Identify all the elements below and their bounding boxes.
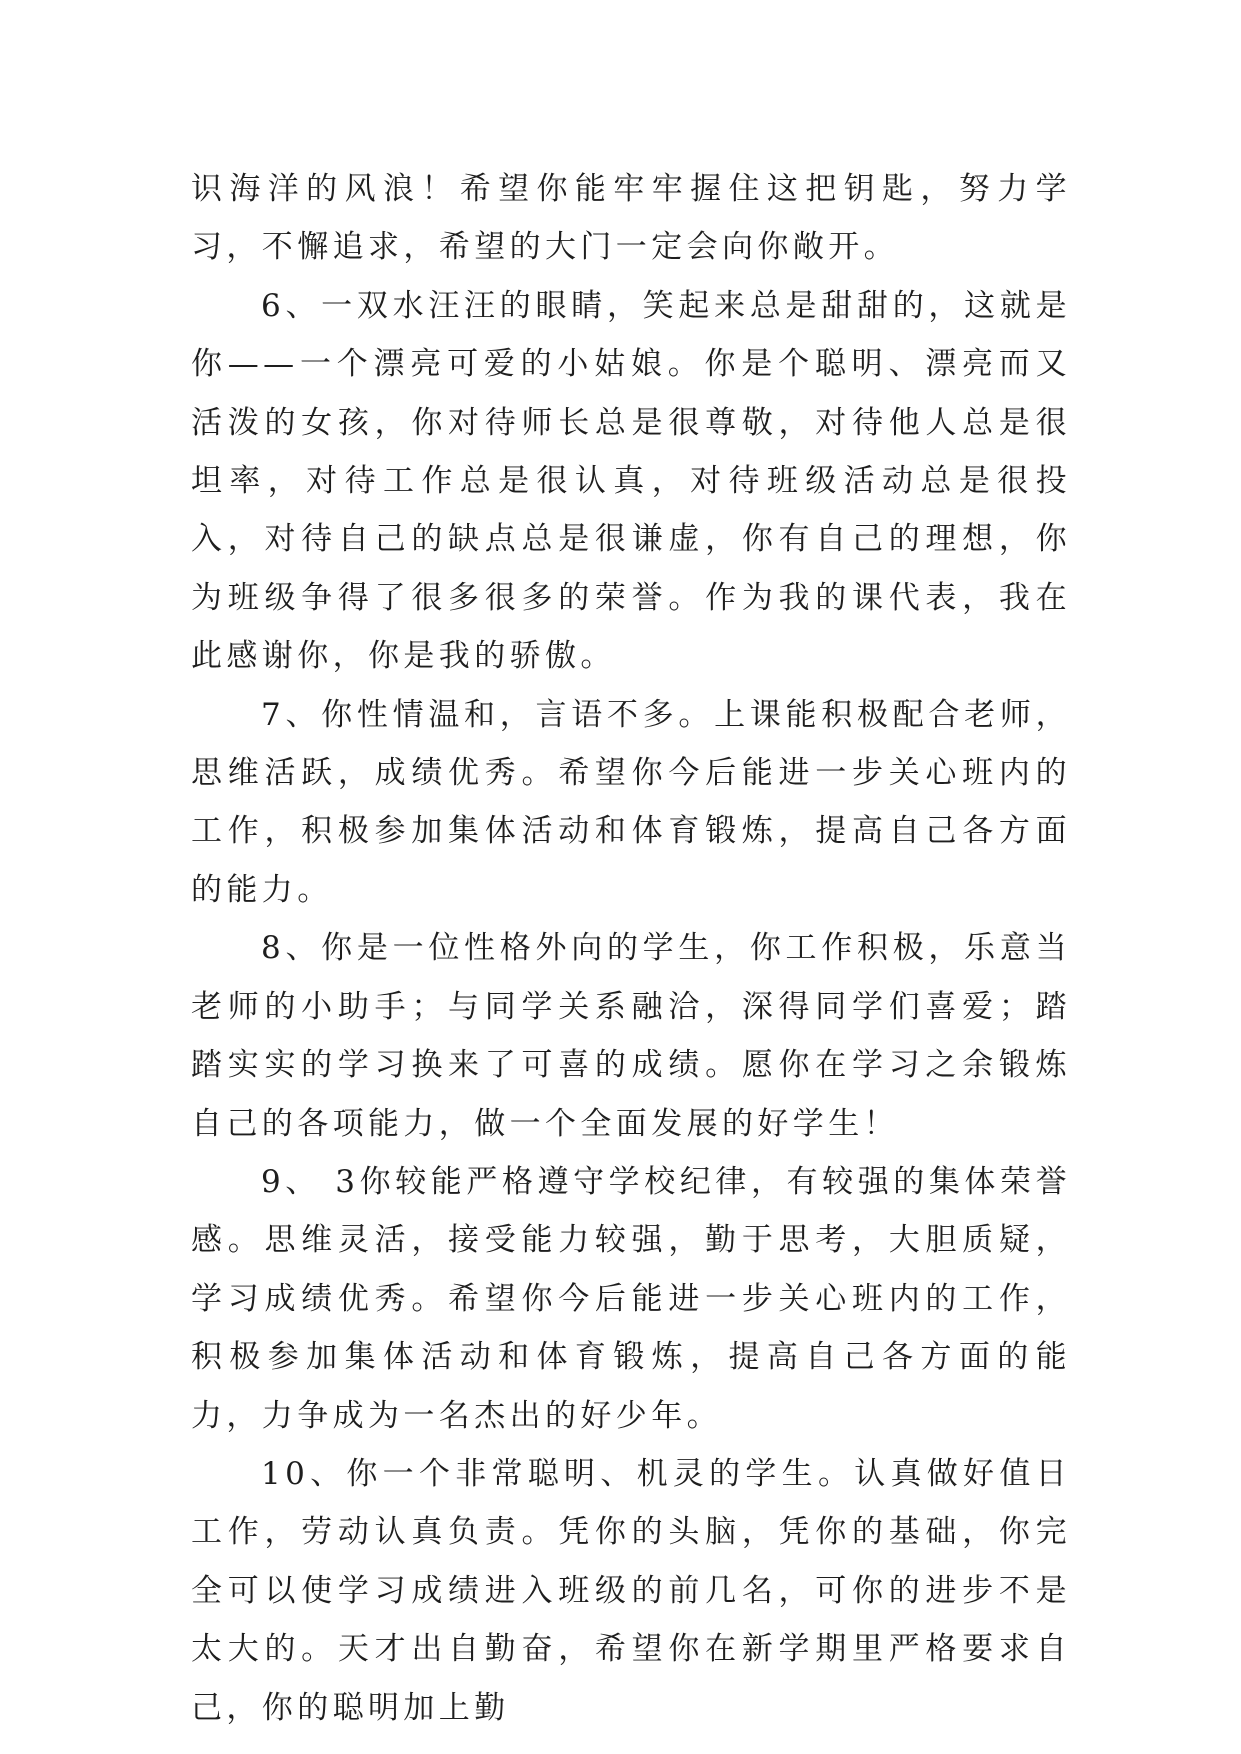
document-body	[191, 160, 1071, 1737]
paragraph-comment-6: 6、一双水汪汪的眼睛，笑起来总是甜甜的，这就是你——一个漂亮可爱的小姑娘。你是个聪明、漂亮而又活泼的女孩，你对待师长总是很尊敬，对待他人总是很坦率，对待工作总是很认真，对待班级活动总是很投入，对待自己的缺点总是很谦虚，你有自己的理想，你为班级争得了很多很多的荣誉。作为我的课代表，我在此感谢你，你是我的骄傲。	[191, 287, 1071, 675]
paragraph-continuation: 识海洋的风浪！希望你能牢牢握住这把钥匙，努力学习，不懈追求，希望的大门一定会向你敞开。	[191, 171, 1071, 266]
paragraph-comment-7: 7、你性情温和，言语不多。上课能积极配合老师，思维活跃，成绩优秀。希望你今后能进一步关心班内的工作，积极参加集体活动和体育锻炼，提高自己各方面的能力。	[191, 696, 1071, 908]
paragraph-comment-9: 9、 3你较能严格遵守学校纪律，有较强的集体荣誉感。思维灵活，接受能力较强，勤于思考，大胆质疑，学习成绩优秀。希望你今后能进一步关心班内的工作，积极参加集体活动和体育锻炼，提高自己各方面的能力，力争成为一名杰出的好少年。	[191, 1163, 1071, 1434]
paragraph-comment-8: 8、你是一位性格外向的学生，你工作积极，乐意当老师的小助手；与同学关系融洽，深得同学们喜爱；踏踏实实的学习换来了可喜的成绩。愿你在学习之余锻炼自己的各项能力，做一个全面发展的好学生！	[191, 930, 1071, 1142]
paragraph-comment-10: 10、你一个非常聪明、机灵的学生。认真做好值日工作，劳动认真负责。凭你的头脑，凭你的基础，你完全可以使学习成绩进入班级的前几名，可你的进步不是太大的。天才出自勤奋，希望你在新学期里严格要求自己，你的聪明加上勤	[191, 1455, 1071, 1726]
